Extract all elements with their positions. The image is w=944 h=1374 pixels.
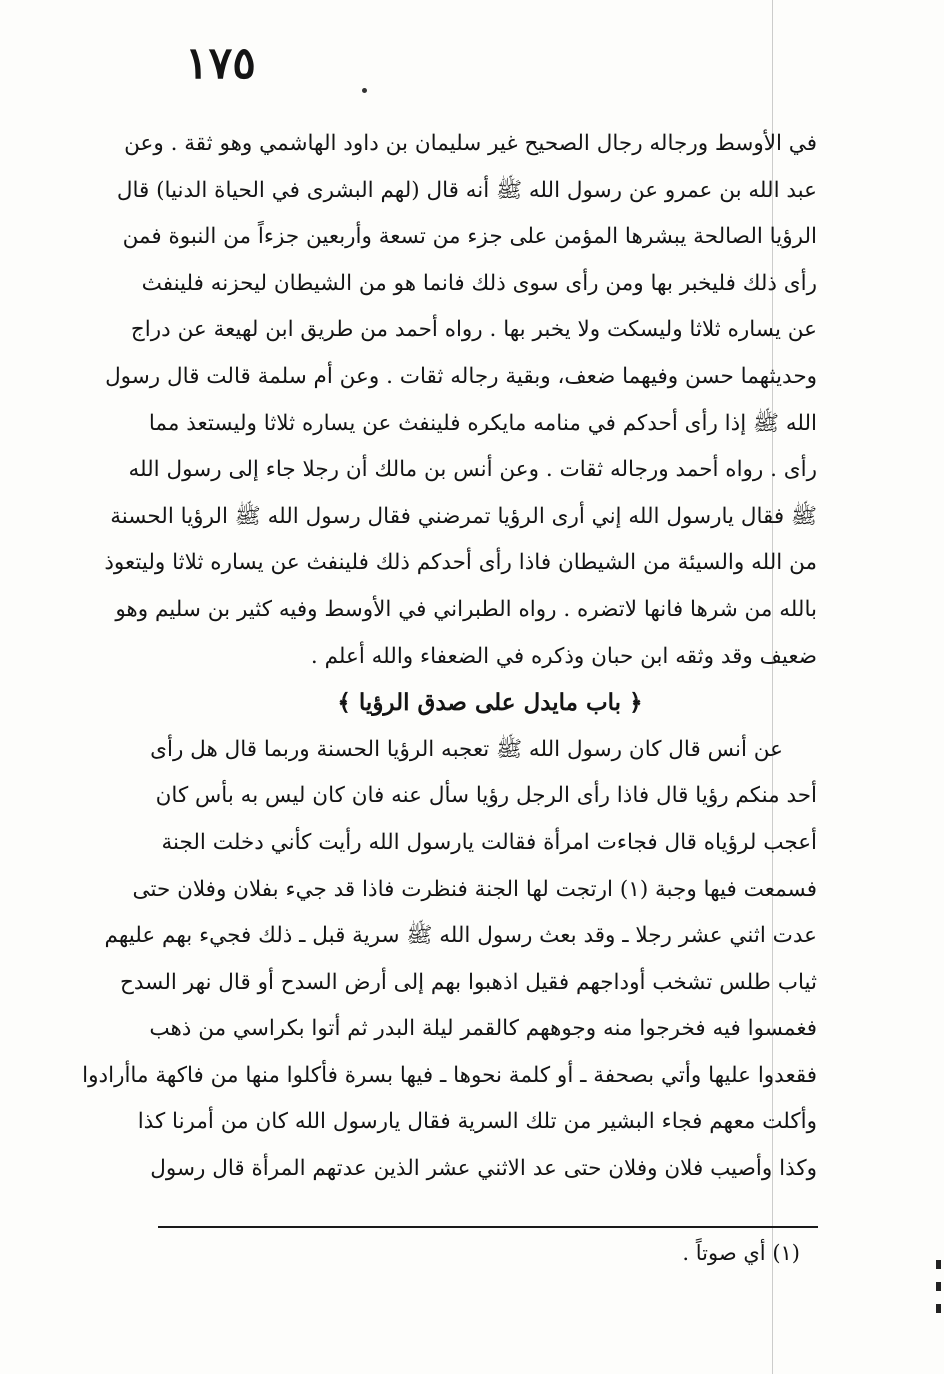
footnote-divider <box>158 1226 818 1228</box>
text-line: فغمسوا فيه فخرجوا منه وجوههم كالقمر ليلة البدر ثم أتوا بكراسي من ذهب <box>149 1016 817 1042</box>
text-line: من الله والسيئة من الشيطان فاذا رأى أحدكم ذلك فلينفث عن يساره ثلاثا وليتعوذ <box>104 550 817 576</box>
text-line: أحد منكم رؤيا قال فاذا رأى الرجل رؤيا سأل عنه فان كان ليس به بأس كان <box>155 783 817 809</box>
text-line: عن يساره ثلاثا وليسكت ولا يخبر بها . رواه أحمد من طريق ابن لهيعة عن دراج <box>130 317 817 343</box>
edge-mark <box>936 1304 941 1313</box>
edge-mark <box>936 1282 941 1291</box>
print-dot <box>362 88 367 93</box>
text-line: فسمعت فيها وجبة (١) ارتجت لها الجنة فنظرت فاذا قد جيء بفلان وفلان حتى <box>132 876 817 902</box>
text-line: رأى ذلك فليخبر بها ومن رأى سوى ذلك فانما هو من الشيطان ليحزنه فلينفث <box>141 270 817 296</box>
text-line: الرؤيا الصالحة يبشرها المؤمن على جزء من تسعة وأربعين جزءاً من النبوة فمن <box>122 224 817 250</box>
edge-mark <box>936 1260 941 1269</box>
text-line: وحديثهما حسن وفيهما ضعف، وبقية رجاله ثقات . وعن أم سلمة قالت قال رسول <box>105 363 817 389</box>
text-line: عن أنس قال كان رسول الله ﷺ تعجبه الرؤيا الحسنة وربما قال هل رأى <box>150 736 783 762</box>
section-heading: ﴿ باب مايدل على صدق الرؤيا ﴾ <box>337 689 643 717</box>
text-line: رأى . رواه أحمد ورجاله ثقات . وعن أنس بن مالك أن رجلا جاء إلى رسول الله <box>128 457 817 483</box>
edge-marks <box>936 1260 942 1320</box>
text-line: ثياب طلس تشخب أوداجهم فقيل اذهبوا بهم إلى أرض السدح أو قال نهر السدح <box>120 969 817 995</box>
text-line: ضعيف وقد وثقه ابن حبان وذكره في الضعفاء والله أعلم . <box>310 643 817 669</box>
text-line: وكذا وأصيب فلان وفلان حتى عد الاثني عشر الذين عدتهم المرأة قال رسول <box>150 1156 817 1182</box>
text-line: الله ﷺ إذا رأى أحدكم في منامه مايكره فلينفث عن يساره ثلاثا وليستعذ مما <box>148 410 817 436</box>
text-line: عدت اثني عشر رجلا ـ وقد بعث رسول الله ﷺ سرية قبل ـ ذلك فجيء بهم عليهم <box>104 923 817 949</box>
text-line: في الأوسط ورجاله رجال الصحيح غير سليمان بن داود الهاشمي وهو ثقة . وعن <box>124 131 817 156</box>
text-line: وأكلت معهم فجاء البشير من تلك السرية فقال يارسول الله كان من أمرنا كذا <box>137 1109 817 1135</box>
page-number: ١٧٥ <box>185 38 256 89</box>
text-line: أعجب لرؤياه قال فجاءت امرأة فقالت يارسول الله رأيت كأني دخلت الجنة <box>161 829 817 855</box>
text-line: عبد الله بن عمرو عن رسول الله ﷺ أنه قال (لهم البشرى في الحياة الدنيا) قال <box>116 177 817 203</box>
main-text-block <box>82 121 817 1193</box>
text-line: بالله من شرها فانها لاتضره . رواه الطبراني في الأوسط وفيه كثير بن سليم وهو <box>115 596 817 622</box>
text-line: فقعدوا عليها وأتي بصحفة ـ أو كلمة نحوها ـ فيها بسرة فأكلوا منها من فاكهة ماأرادوا <box>82 1062 817 1088</box>
text-line: ﷺ فقال يارسول الله إني أرى الرؤيا تمرضني فقال رسول الله ﷺ الرؤيا الحسنة <box>110 503 817 529</box>
footnote: (١) أي صوتاً . <box>682 1241 800 1265</box>
